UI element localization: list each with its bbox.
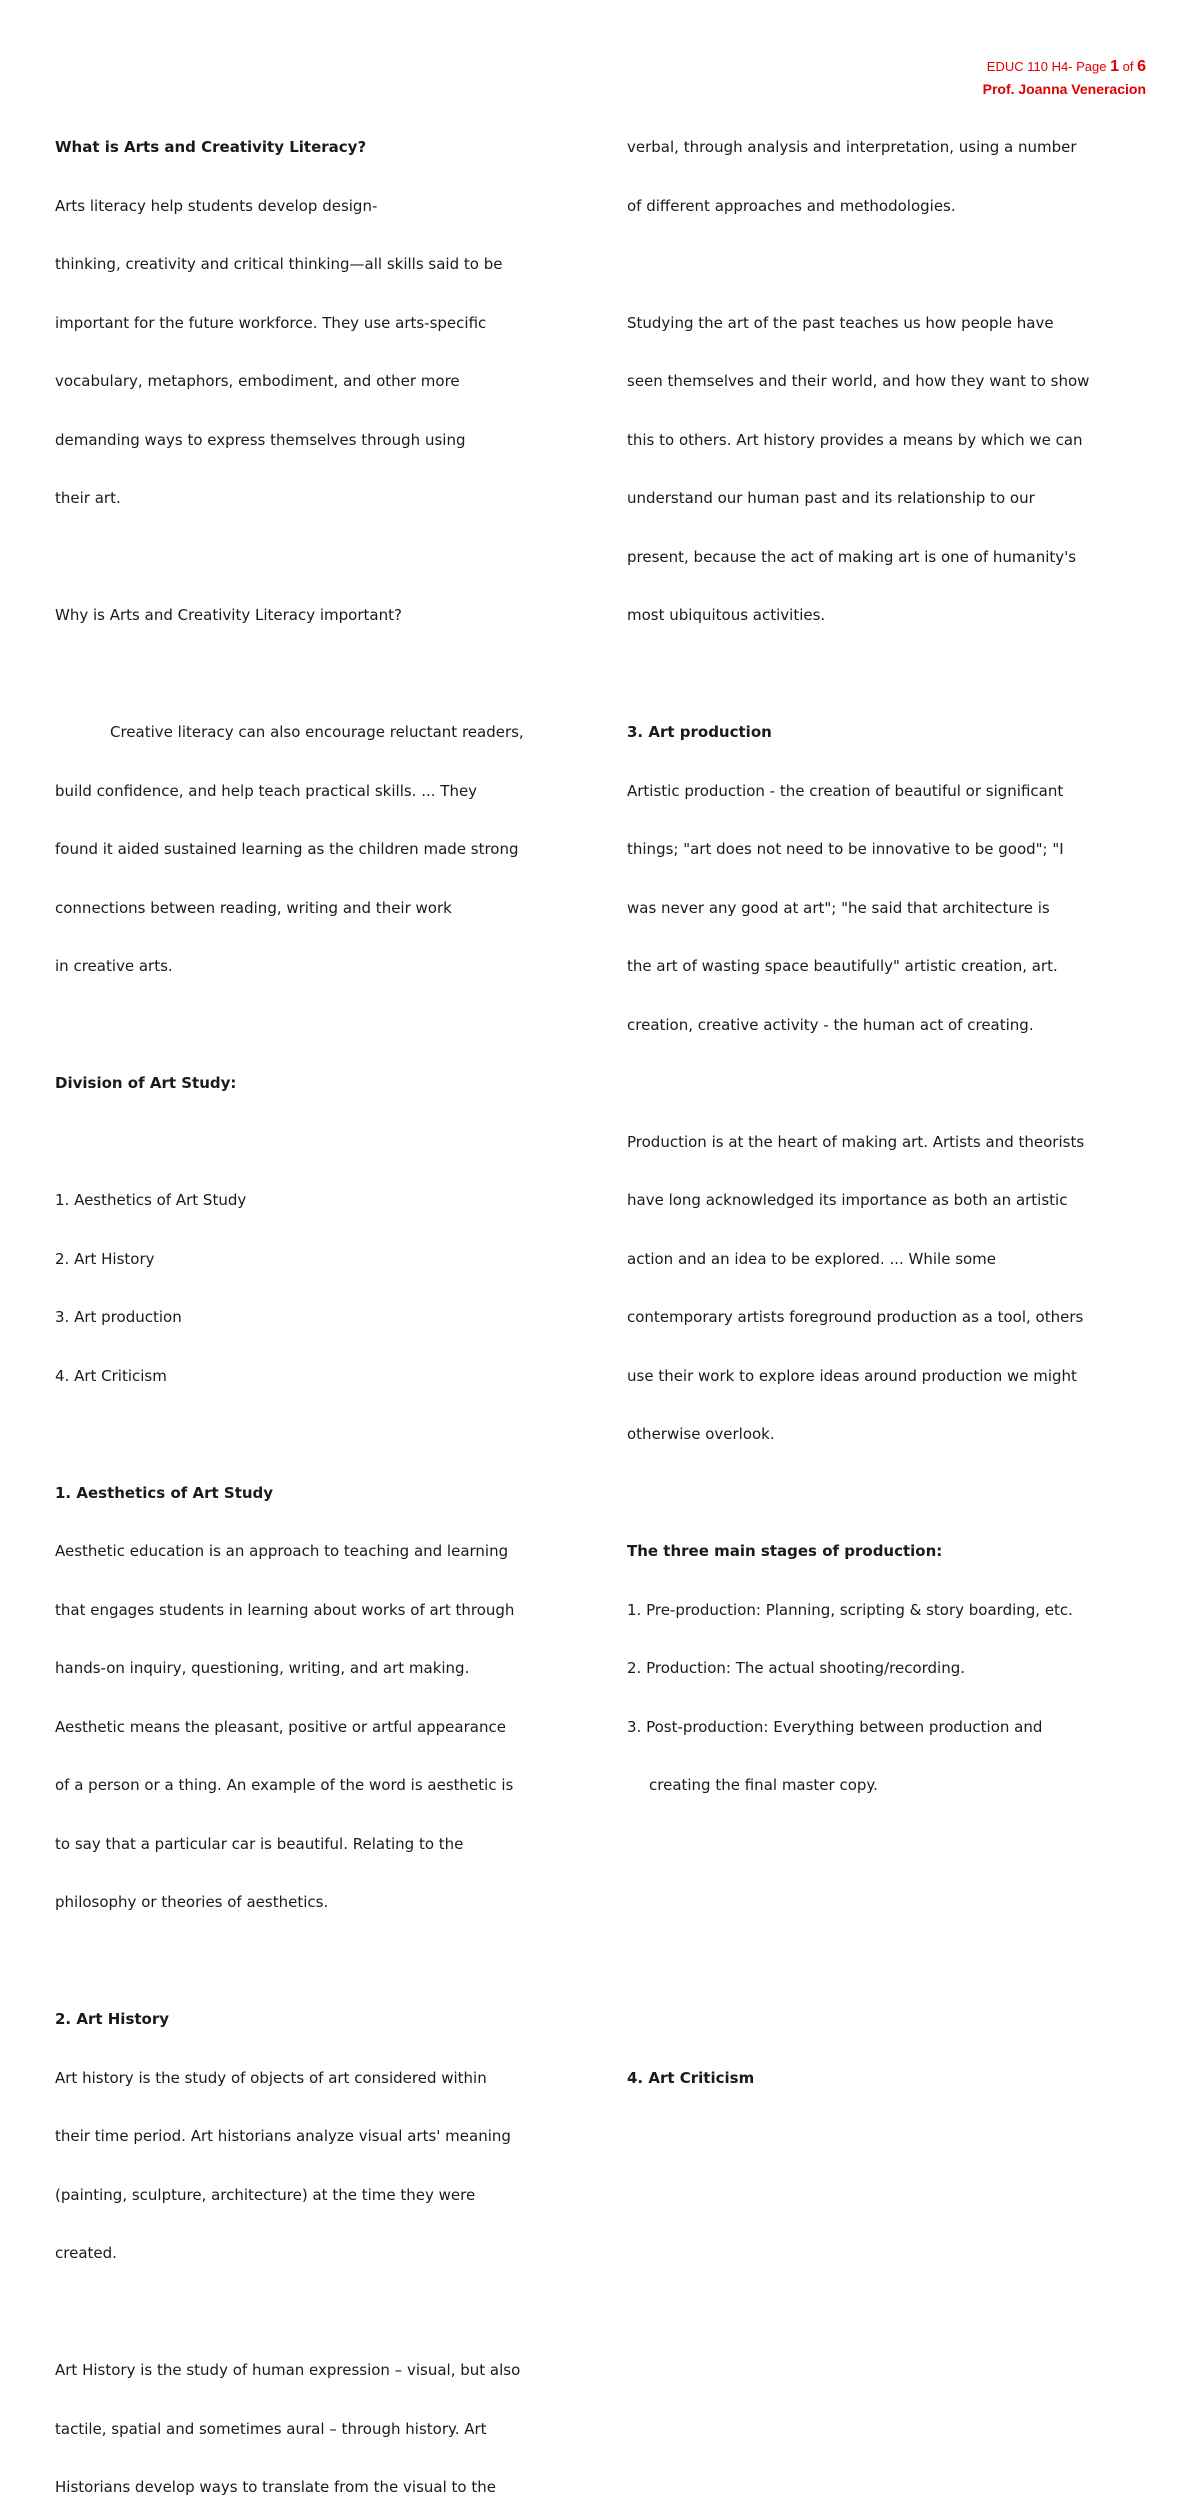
paragraph-line: use their work to explore ideas around production we might (627, 1366, 1077, 1385)
list-item: 4. Art Criticism (55, 1366, 167, 1385)
left-column (55, 99, 585, 2517)
paragraph-line: of a person or a thing. An example of the word is aesthetic is (55, 1776, 514, 1794)
paragraph-line: in creative arts. (55, 957, 173, 975)
paragraph-line: thinking, creativity and critical thinking—all skills said to be (55, 255, 503, 273)
list-item: 3. Art production (55, 1308, 182, 1326)
paragraph-line: hands-on inquiry, questioning, writing, and art making. (55, 1659, 470, 1677)
paragraph-line: Production is at the heart of making art. Artists and theorists (627, 1132, 1085, 1151)
list-item: 3. Post-production: Everything between production and (627, 1717, 1043, 1736)
paragraph-line: philosophy or theories of aesthetics. (55, 1893, 329, 1911)
paragraph-line: Aesthetic education is an approach to teaching and learning (55, 1542, 509, 1560)
paragraph-line: to say that a particular car is beautiful. Relating to the (55, 1834, 464, 1853)
paragraph-line: Historians develop ways to translate from the visual to the (55, 2478, 496, 2496)
page-header (983, 56, 1146, 100)
paragraph-line: their time period. Art historians analyze visual arts' meaning (55, 2127, 511, 2145)
paragraph-line: this to others. Art history provides a means by which we can (627, 430, 1083, 449)
paragraph-line: was never any good at art"; "he said that architecture is (627, 898, 1050, 917)
paragraph-line: Creative literacy can also encourage reluctant readers, (110, 723, 524, 741)
paragraph-line: connections between reading, writing and their work (55, 898, 452, 917)
paragraph-line: build confidence, and help teach practical skills. ... They (55, 781, 478, 800)
paragraph-line: creation, creative activity - the human act of creating. (627, 1015, 1034, 1034)
page-number: 1 (1110, 58, 1120, 75)
list-item: 2. Production: The actual shooting/recording. (627, 1659, 966, 1677)
heading-what-is-arts-literacy: What is Arts and Creativity Literacy? (55, 138, 367, 156)
list-item: 2. Art History (55, 1249, 155, 1268)
paragraph-line: vocabulary, metaphors, embodiment, and other more (55, 372, 460, 390)
paragraph-line: understand our human past and its relationship to our (627, 489, 1035, 507)
paragraph-line: present, because the act of making art is one of humanity's (627, 547, 1077, 566)
paragraph-line: that engages students in learning about works of art through (55, 1600, 515, 1619)
paragraph-line: things; "art does not need to be innovative to be good"; "I (627, 840, 1064, 858)
paragraph-line: Art History is the study of human expression – visual, but also (55, 2361, 521, 2379)
course-code: EDUC 110 H4- Page (986, 59, 1111, 74)
paragraph-line: tactile, spatial and sometimes aural – through history. Art (55, 2419, 487, 2438)
paragraph-line: Artistic production - the creation of beautiful or significant (627, 781, 1064, 800)
question-why-important: Why is Arts and Creativity Literacy important? (55, 606, 402, 624)
professor-name: Prof. Joanna Veneracion (982, 81, 1146, 97)
paragraph-line: have long acknowledged its importance as both an artistic (627, 1191, 1068, 1209)
list-item: 1. Aesthetics of Art Study (55, 1191, 247, 1209)
heading-art-criticism: 4. Art Criticism (627, 2068, 755, 2087)
course-page-label (983, 56, 1146, 78)
heading-aesthetics: 1. Aesthetics of Art Study (55, 1483, 274, 1502)
list-item-continuation: creating the final master copy. (649, 1776, 878, 1794)
heading-art-history: 2. Art History (55, 2010, 170, 2028)
right-column (627, 99, 1157, 2108)
paragraph-line: otherwise overlook. (627, 1425, 775, 1443)
paragraph-line: found it aided sustained learning as the children made strong (55, 840, 519, 858)
paragraph-line: most ubiquitous activities. (627, 606, 826, 624)
paragraph-line: created. (55, 2244, 117, 2262)
paragraph-line: demanding ways to express themselves through using (55, 430, 466, 449)
heading-division-of-art-study: Division of Art Study: (55, 1074, 237, 1092)
paragraph-line: action and an idea to be explored. ... While some (627, 1249, 997, 1268)
paragraph-line: verbal, through analysis and interpretation, using a number (627, 138, 1077, 156)
paragraph-line: of different approaches and methodologies. (627, 196, 956, 215)
of-label: of (1119, 59, 1138, 74)
paragraph-line: Arts literacy help students develop design- (55, 196, 378, 215)
paragraph-line: their art. (55, 489, 121, 507)
list-item: 1. Pre-production: Planning, scripting & story boarding, etc. (627, 1600, 1073, 1619)
heading-three-stages: The three main stages of production: (627, 1542, 943, 1560)
paragraph-line: important for the future workforce. They use arts-specific (55, 313, 487, 332)
paragraph-line: the art of wasting space beautifully" artistic creation, art. (627, 957, 1058, 975)
paragraph-line: Aesthetic means the pleasant, positive or artful appearance (55, 1717, 506, 1736)
heading-art-production: 3. Art production (627, 723, 772, 741)
paragraph-line: seen themselves and their world, and how they want to show (627, 372, 1090, 390)
page-total: 6 (1137, 58, 1146, 75)
paragraph-line: Art history is the study of objects of art considered within (55, 2068, 487, 2087)
paragraph-line: Studying the art of the past teaches us how people have (627, 313, 1054, 332)
paragraph-line: contemporary artists foreground production as a tool, others (627, 1308, 1084, 1326)
paragraph-line: (painting, sculpture, architecture) at the time they were (55, 2185, 476, 2204)
